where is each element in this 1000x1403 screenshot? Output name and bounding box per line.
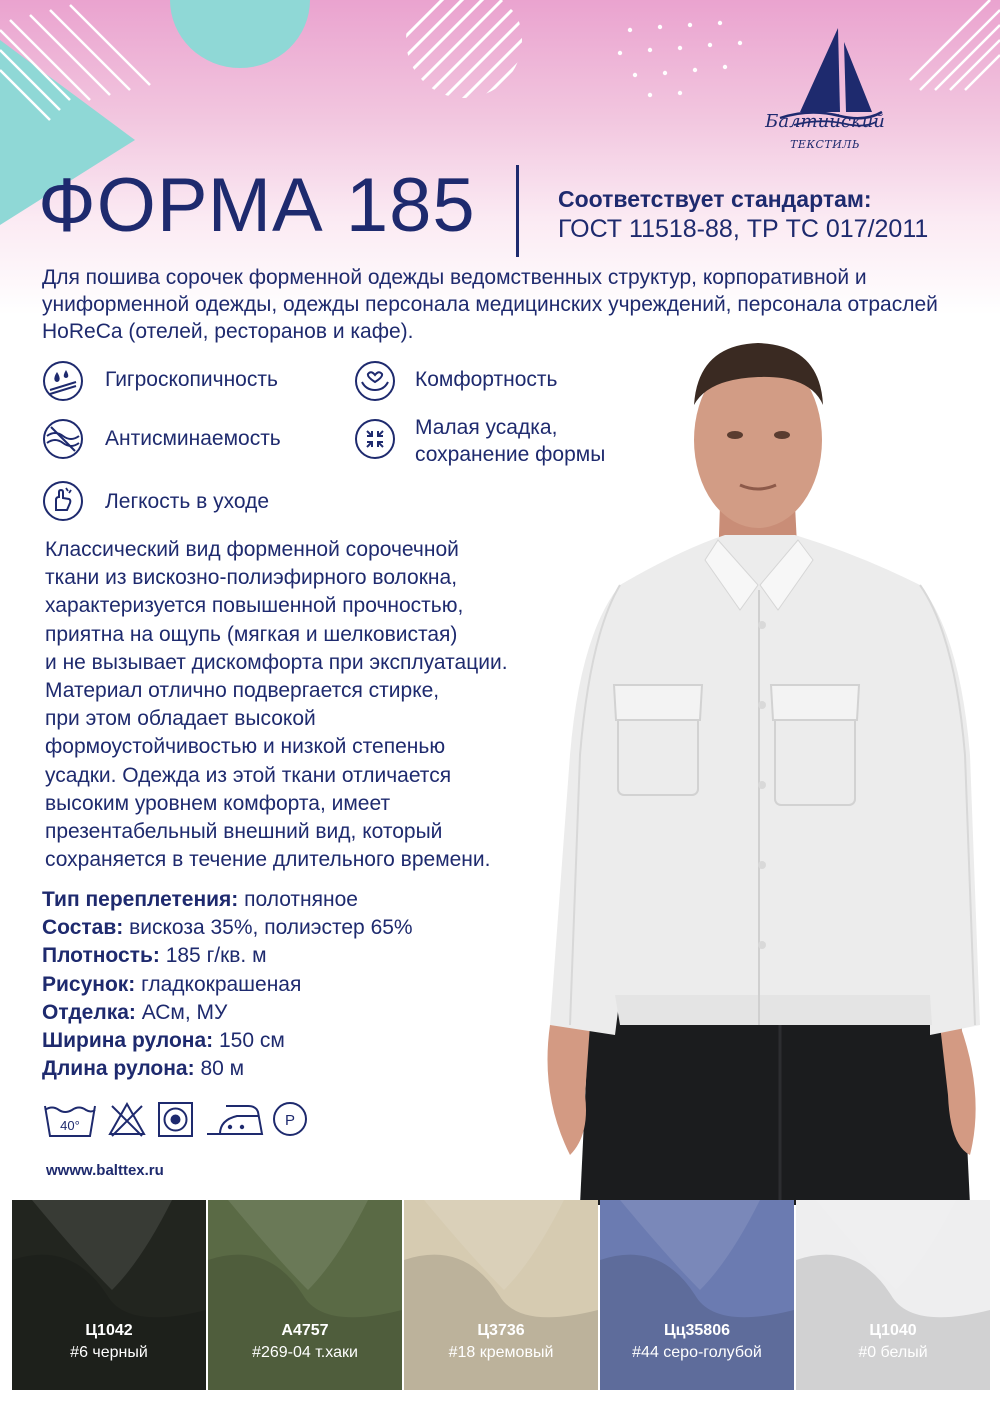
spec-value: 185 г/кв. м: [165, 944, 267, 968]
spec-key: Отделка:: [42, 1000, 136, 1024]
decor-diagonal-lines-left: [0, 0, 180, 140]
description-line: презентабельный внешний вид, который: [45, 820, 443, 844]
description-line: сохраняется в течение длительного времени.: [45, 848, 491, 872]
feature-low-shrink-line2: сохранение формы: [415, 443, 606, 466]
no-bleach-icon: [110, 1104, 144, 1136]
description-line: приятна на ощупь (мягкая и шелковистая): [45, 622, 458, 646]
spec-key: Плотность:: [42, 944, 160, 968]
spec-row-weave: [42, 886, 512, 914]
comfort-hands-icon: [354, 360, 396, 402]
description-line: Материал отлично подвергается стирке,: [45, 679, 440, 703]
description-line: формоустойчивостью и низкой степенью: [45, 735, 446, 759]
spec-value: гладкокрашеная: [141, 972, 302, 996]
feature-easy-care: Легкость в уходе: [105, 490, 270, 513]
swatch-color-name: #18 кремовый: [448, 1344, 554, 1361]
spec-key: Тип переплетения:: [42, 888, 239, 911]
title-divider: [516, 165, 519, 257]
description-line: при этом обладает высокой: [45, 707, 316, 731]
feature-hygroscopic: Гигроскопичность: [105, 368, 278, 391]
spec-key: Ширина рулона:: [42, 1029, 214, 1053]
hygroscopic-icon: [42, 360, 84, 402]
spec-row-density: [42, 942, 512, 970]
description-line: Классический вид форменной сорочечной: [45, 538, 459, 561]
spec-row-finish: [42, 999, 512, 1027]
spec-row-composition: [42, 914, 512, 942]
care-symbols: [42, 1098, 342, 1140]
swatch-card[interactable]: [796, 1200, 990, 1390]
swatch-code: Ц1042: [85, 1322, 133, 1339]
description-line: усадки. Одежда из этой ткани отличается: [45, 763, 452, 787]
iron-two-dots-icon: [207, 1106, 262, 1134]
low-shrink-icon: [354, 418, 396, 460]
swatch-color-name: #6 черный: [70, 1344, 148, 1361]
swatch-card[interactable]: [404, 1200, 598, 1390]
spec-value: полотняное: [244, 888, 358, 911]
decor-dots-grid: [580, 15, 760, 105]
anti-crease-icon: [42, 418, 84, 460]
wash-temp-label: 40°: [60, 1118, 80, 1133]
swatch-code: Ц3736: [477, 1322, 525, 1339]
swatch-code: Цц35806: [663, 1322, 730, 1339]
swatch-card[interactable]: [12, 1200, 206, 1390]
description-line: высоким уровнем комфорта, имеет: [45, 791, 391, 815]
decor-teal-half-circle: [170, 0, 310, 70]
purpose-text: Для пошива сорочек форменной одежды ведомственных структур, корпоративной и униформенной одежды, одежды персонала медицинских учреждений, персонала отраслей HoReCa (отелей, ресторанов и кафе).: [42, 266, 938, 343]
professional-clean-p-icon: [274, 1103, 306, 1135]
spec-value: 150 см: [219, 1029, 285, 1053]
spec-value: 80 м: [200, 1057, 245, 1081]
brand-name: Балтийский: [765, 111, 885, 132]
swatch-code: Ц1040: [869, 1322, 917, 1339]
spec-row-roll-length: [42, 1055, 512, 1083]
brand-subtitle: ТЕКСТИЛЬ: [790, 138, 860, 151]
description-line: и не вызывает дискомфорта при эксплуатации.: [45, 650, 508, 674]
decor-striped-circle: [402, 0, 527, 105]
spec-key: Длина рулона:: [42, 1057, 195, 1081]
swatch-color-name: #0 белый: [858, 1344, 928, 1361]
description-line: характеризуется повышенной прочностью,: [45, 594, 464, 618]
spec-row-pattern: [42, 971, 512, 999]
feature-anti-crease: Антисминаемость: [105, 427, 281, 450]
swatch-code: А4757: [281, 1322, 329, 1339]
description-line: ткани из вискозно-полиэфирного волокна,: [45, 566, 458, 590]
spec-key: Состав:: [42, 916, 124, 940]
feature-comfort: Комфортность: [415, 368, 558, 391]
spec-value: вискоза 35%, полиэстер 65%: [129, 916, 413, 940]
swatch-color-name: #44 серо-голубой: [632, 1344, 762, 1361]
swatch-card[interactable]: [600, 1200, 794, 1390]
decor-diagonal-lines-right: [900, 0, 1000, 95]
website-link[interactable]: wwww.balttex.ru: [46, 1162, 164, 1179]
swatch-color-name: #269-04 т.хаки: [252, 1344, 358, 1361]
fabric-swatches: [0, 1200, 1000, 1403]
standards-label: Соответствует стандартам:: [558, 186, 872, 212]
spec-value: АСм, МУ: [141, 1000, 228, 1024]
wash-40-icon: [45, 1106, 95, 1136]
dry-clean-letter: P: [284, 1112, 296, 1129]
spec-row-roll-width: [42, 1027, 512, 1055]
standards-value: ГОСТ 11518-88, ТР ТС 017/2011: [558, 215, 929, 243]
page-title: ФОРМА 185: [38, 163, 476, 248]
easy-care-hand-icon: [42, 480, 84, 522]
tumble-dry-icon: [159, 1103, 192, 1136]
description: [45, 536, 565, 874]
feature-low-shrink-line1: Малая усадка,: [415, 416, 558, 439]
spec-key: Рисунок:: [42, 972, 136, 996]
swatch-card[interactable]: [208, 1200, 402, 1390]
specs-list: [42, 886, 512, 1083]
